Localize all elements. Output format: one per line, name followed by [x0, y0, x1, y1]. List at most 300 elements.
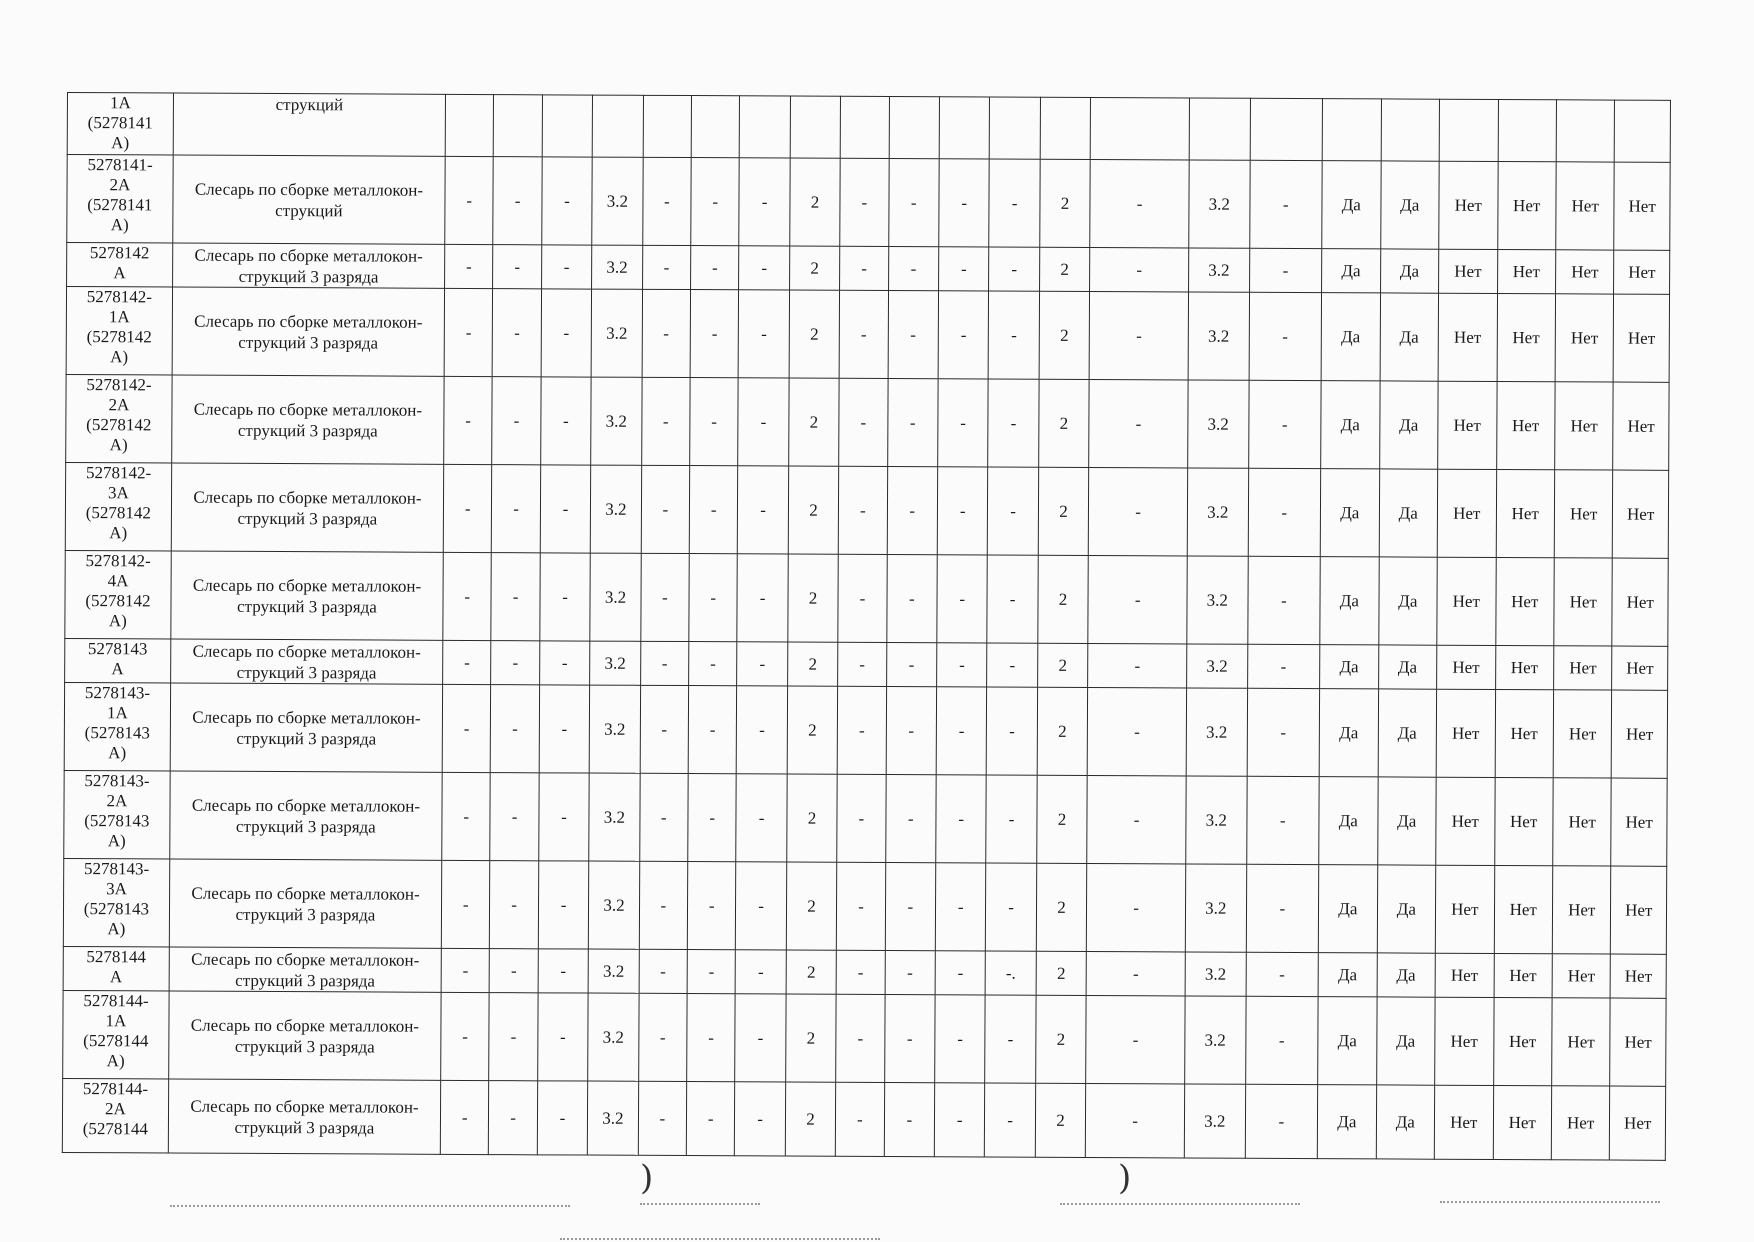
employee-code-cell [64, 682, 170, 771]
value-cell: - [838, 554, 887, 642]
code-line: (5278141 [87, 195, 153, 215]
value-cell: 2 [1036, 863, 1087, 951]
value-cell: Да [1378, 689, 1437, 777]
code-line: А) [108, 611, 127, 631]
position-name-cell: Слесарь по сборке металлокон-струкций 3 разряда [172, 287, 445, 376]
value-cell: - [885, 775, 936, 863]
position-name-cell: Слесарь по сборке металлокон-струкций 3 разряда [171, 551, 444, 640]
value-cell: - [441, 948, 490, 992]
value-cell: - [1249, 248, 1322, 292]
value-cell: - [987, 687, 1038, 775]
value-cell: - [443, 640, 492, 684]
value-cell: Нет [1438, 293, 1497, 381]
value-cell: - [642, 157, 691, 245]
value-cell: - [884, 995, 935, 1083]
value-cell: - [1247, 644, 1320, 688]
value-cell: - [443, 552, 492, 640]
value-cell: Да [1376, 1085, 1435, 1159]
value-cell: - [985, 1083, 1036, 1157]
value-cell: 2 [1036, 995, 1087, 1083]
value-cell: - [442, 684, 491, 772]
value-cell: - [492, 465, 541, 553]
value-cell: 3.2 [1185, 996, 1246, 1084]
value-cell: - [738, 378, 789, 466]
value-cell: - [539, 773, 590, 861]
value-cell: - [989, 247, 1040, 291]
value-cell: - [737, 642, 788, 686]
value-cell: - [886, 643, 937, 687]
code-line: А) [107, 831, 126, 851]
value-cell: - [638, 993, 687, 1081]
value-cell: 2 [785, 994, 836, 1082]
value-cell: - [1089, 292, 1188, 380]
value-cell: Нет [1613, 470, 1669, 558]
binder-mark-right: ) [1118, 1158, 1132, 1198]
value-cell: Нет [1551, 1086, 1610, 1160]
position-name-cell: Слесарь по сборке металлокон-струкций [173, 155, 446, 244]
value-cell: 3.2 [1186, 688, 1247, 776]
value-cell: - [935, 863, 986, 951]
value-cell: - [736, 950, 787, 994]
value-cell: 2 [1038, 467, 1089, 555]
value-cell: 3.2 [589, 685, 640, 773]
code-line: 5278142- [86, 287, 153, 307]
code-line: (5278143 [84, 811, 150, 831]
value-cell: - [1246, 864, 1319, 952]
value-cell: 3.2 [1184, 1084, 1245, 1158]
code-line: 5278144- [83, 991, 149, 1011]
value-cell: - [687, 950, 736, 994]
value-cell: Нет [1437, 469, 1496, 557]
value-cell: Нет [1495, 689, 1554, 777]
value-cell: Нет [1614, 162, 1670, 250]
value-cell: 3.2 [590, 465, 641, 553]
value-cell: 3.2 [1187, 644, 1248, 688]
code-line: 5278143- [84, 683, 151, 703]
value-cell: - [1248, 380, 1321, 468]
scan-noise-line [640, 1203, 760, 1207]
value-cell: 3.2 [1188, 380, 1249, 468]
value-cell: - [691, 158, 740, 246]
code-line: 1А [109, 93, 131, 113]
table-row [67, 243, 1670, 295]
value-cell: - [441, 992, 490, 1080]
value-cell: - [836, 950, 885, 994]
table-body [62, 93, 1670, 1161]
value-cell: - [986, 775, 1037, 863]
value-cell: - [541, 377, 592, 465]
code-line: 5278142- [85, 463, 152, 483]
value-cell: - [987, 643, 1038, 687]
value-cell: - [639, 949, 688, 993]
value-cell: - [987, 555, 1038, 643]
table-row [64, 682, 1667, 778]
value-cell: - [686, 1082, 735, 1156]
table-row [67, 155, 1670, 251]
value-cell: 3.2 [589, 773, 640, 861]
value-cell: 2 [787, 686, 838, 774]
value-cell: - [493, 157, 542, 245]
value-cell: - [538, 861, 589, 949]
value-cell: Нет [1555, 382, 1614, 470]
value-cell: 2 [787, 642, 838, 686]
value-cell: - [1090, 248, 1189, 292]
code-line: 3А [108, 483, 129, 503]
value-cell: Да [1318, 997, 1377, 1085]
value-cell: 2 [1035, 1083, 1086, 1157]
value-cell: - [839, 290, 888, 378]
value-cell: - [888, 247, 939, 291]
value-cell: Нет [1495, 645, 1554, 689]
value-cell [1556, 100, 1615, 162]
value-cell: Да [1322, 249, 1381, 293]
value-cell: - [886, 555, 937, 643]
value-cell: Нет [1497, 293, 1556, 381]
table-row [64, 770, 1667, 866]
value-cell: 2 [787, 774, 838, 862]
value-cell: 2 [1039, 379, 1090, 467]
value-cell: 3.2 [1189, 160, 1250, 248]
value-cell: - [985, 995, 1036, 1083]
code-line: А) [109, 523, 128, 543]
code-line: 5278144 [86, 947, 146, 967]
value-cell [740, 96, 791, 158]
table-row [66, 374, 1669, 470]
value-cell: - [938, 291, 989, 379]
value-cell: - [736, 774, 787, 862]
value-cell: - [688, 774, 737, 862]
employee-code-cell [67, 93, 173, 156]
value-cell: - [836, 1082, 885, 1156]
scan-noise-line [170, 1205, 570, 1209]
value-cell: - [538, 949, 589, 993]
value-cell: Да [1321, 381, 1380, 469]
value-cell: Нет [1553, 690, 1612, 778]
value-cell: Нет [1439, 161, 1498, 249]
value-cell: Нет [1554, 470, 1613, 558]
value-cell: - [1088, 555, 1187, 643]
value-cell [1189, 98, 1250, 160]
value-cell: Да [1322, 161, 1381, 249]
value-cell: - [444, 288, 493, 376]
value-cell: Нет [1496, 381, 1555, 469]
value-cell: Да [1319, 689, 1378, 777]
code-line: 3А [106, 879, 127, 899]
value-cell: - [442, 772, 491, 860]
value-cell: - [737, 686, 788, 774]
value-cell: Нет [1435, 865, 1494, 953]
value-cell: Нет [1434, 1085, 1493, 1159]
value-cell: 2 [788, 554, 839, 642]
value-cell: - [689, 642, 738, 686]
value-cell: - [1249, 292, 1322, 380]
value-cell: - [440, 1080, 489, 1154]
value-cell: - [1089, 379, 1188, 467]
value-cell: Да [1378, 557, 1437, 645]
value-cell: - [541, 289, 592, 377]
value-cell: - [1087, 687, 1186, 775]
value-cell: - [492, 377, 541, 465]
value-cell: - [690, 378, 739, 466]
value-cell: Нет [1611, 866, 1667, 954]
value-cell: - [1245, 996, 1318, 1084]
value-cell: - [938, 379, 989, 467]
code-line: (5278142 [85, 591, 151, 611]
code-line: (5278142 [85, 503, 151, 523]
value-cell: - [1088, 467, 1187, 555]
value-cell [1250, 98, 1323, 160]
code-line: (5278144 [83, 1031, 149, 1051]
value-cell: - [1086, 951, 1185, 995]
value-cell: - [541, 245, 592, 289]
code-line: А) [110, 347, 129, 367]
value-cell: Нет [1611, 954, 1667, 998]
position-name-cell: Слесарь по сборке металлокон-струкций 3 разряда [172, 243, 444, 288]
value-cell: - [936, 687, 987, 775]
value-cell: Да [1377, 777, 1436, 865]
value-cell: - [887, 379, 938, 467]
code-line: А) [106, 1051, 125, 1071]
value-cell: Да [1317, 1085, 1376, 1159]
value-cell: 2 [1037, 643, 1088, 687]
code-line: 2А [105, 1099, 126, 1119]
value-cell: Нет [1493, 1085, 1552, 1159]
employee-code-cell [65, 462, 171, 551]
value-cell: - [641, 377, 690, 465]
table-row [63, 990, 1666, 1086]
code-line: 4А [107, 571, 129, 591]
value-cell: Нет [1552, 954, 1611, 998]
value-cell [990, 97, 1041, 159]
value-cell: Нет [1497, 249, 1556, 293]
value-cell: - [884, 1083, 935, 1157]
value-cell [494, 95, 543, 157]
value-cell [1498, 99, 1557, 161]
table-row [62, 1078, 1665, 1160]
employee-code-cell [65, 638, 171, 683]
employee-code-cell [66, 374, 172, 463]
value-cell: Да [1319, 777, 1378, 865]
value-cell: Да [1377, 953, 1436, 997]
value-cell: Нет [1495, 557, 1554, 645]
value-cell: - [934, 1083, 985, 1157]
value-cell: - [836, 994, 885, 1082]
value-cell: Нет [1613, 382, 1669, 470]
code-line: А [113, 263, 126, 283]
employee-code-cell [62, 1078, 168, 1153]
value-cell: Да [1377, 865, 1436, 953]
value-cell: 3.2 [591, 289, 642, 377]
value-cell: - [1090, 160, 1189, 248]
value-cell: - [737, 554, 788, 642]
scan-noise-line [560, 1238, 880, 1242]
code-line: 5278142 [89, 243, 150, 263]
value-cell: 3.2 [1185, 952, 1246, 996]
value-cell: - [986, 863, 1037, 951]
value-cell: - [640, 685, 689, 773]
value-cell: - [988, 467, 1039, 555]
value-cell: Нет [1555, 294, 1614, 382]
code-line: 2А [109, 175, 131, 195]
value-cell: - [642, 289, 691, 377]
value-cell: - [935, 951, 986, 995]
value-cell: - [1245, 1084, 1318, 1158]
value-cell: - [689, 466, 738, 554]
value-cell: 2 [789, 378, 840, 466]
value-cell: - [538, 993, 589, 1081]
value-cell: Да [1321, 293, 1380, 381]
table-row [63, 946, 1666, 998]
value-cell [889, 97, 940, 159]
value-cell: - [736, 862, 787, 950]
value-cell: - [441, 860, 490, 948]
code-line: (5278143 [84, 723, 150, 743]
binder-mark-left: ) [640, 1158, 654, 1198]
value-cell [790, 96, 841, 158]
value-cell: - [537, 1081, 588, 1155]
value-cell: - [937, 555, 988, 643]
position-name-cell: Слесарь по сборке металлокон-струкций 3 разряда [169, 947, 441, 992]
value-cell: - [690, 290, 739, 378]
position-name-cell: Слесарь по сборке металлокон-струкций 3 разряда [170, 639, 442, 684]
employee-code-cell [67, 243, 173, 288]
value-cell: Нет [1610, 998, 1666, 1086]
value-cell: - [642, 245, 691, 289]
value-cell: - [988, 379, 1039, 467]
value-cell: 3.2 [588, 949, 639, 993]
value-cell [1615, 100, 1671, 162]
value-cell [1381, 99, 1440, 161]
value-cell: 3.2 [1187, 468, 1248, 556]
value-cell: Нет [1438, 381, 1497, 469]
value-cell: - [1249, 160, 1322, 248]
value-cell: 3.2 [588, 993, 639, 1081]
value-cell: Нет [1436, 777, 1495, 865]
value-cell [1439, 99, 1498, 161]
value-cell: - [939, 159, 990, 247]
value-cell: - [638, 1081, 687, 1155]
value-cell: - [839, 378, 888, 466]
value-cell: 2 [1037, 775, 1088, 863]
value-cell: - [489, 993, 538, 1081]
value-cell: Нет [1435, 953, 1494, 997]
value-cell: 2 [1036, 951, 1087, 995]
value-cell: - [1087, 775, 1186, 863]
value-cell: - [641, 465, 690, 553]
table-row [67, 93, 1670, 163]
code-line: 5278144- [82, 1079, 149, 1099]
value-cell: - [1248, 468, 1321, 556]
value-cell: Да [1379, 469, 1438, 557]
value-cell: 3.2 [588, 1081, 639, 1155]
code-line: А [111, 659, 124, 679]
value-cell: Да [1380, 293, 1439, 381]
value-cell: - [1246, 776, 1319, 864]
value-cell: 2 [788, 466, 839, 554]
code-line: 5278141- [87, 155, 153, 175]
value-cell: - [1086, 995, 1185, 1083]
value-cell: - [490, 773, 539, 861]
value-cell: - [837, 686, 886, 774]
value-cell: 2 [785, 1082, 836, 1156]
data-table [62, 92, 1671, 1161]
value-cell: - [989, 291, 1040, 379]
value-cell: Да [1380, 249, 1439, 293]
value-cell: Нет [1554, 646, 1613, 690]
code-line: 5278142- [85, 551, 151, 571]
value-cell: - [739, 290, 790, 378]
value-cell: - [937, 643, 988, 687]
value-cell: Нет [1556, 250, 1615, 294]
value-cell: - [445, 244, 494, 288]
table-row [66, 287, 1669, 383]
value-cell: 3.2 [592, 157, 643, 245]
value-cell: Нет [1437, 557, 1496, 645]
value-cell: - [1088, 643, 1187, 687]
code-line: 1А [108, 307, 130, 327]
value-cell: - [491, 685, 540, 773]
value-cell: Нет [1612, 646, 1668, 690]
value-cell: Нет [1556, 162, 1615, 250]
value-cell: 2 [786, 950, 837, 994]
value-cell: 2 [1038, 555, 1089, 643]
value-cell: - [888, 291, 939, 379]
document-table-container [62, 92, 1671, 1161]
value-cell: - [936, 775, 987, 863]
table-row [63, 858, 1666, 954]
value-cell: 2 [789, 290, 840, 378]
value-cell: - [738, 466, 789, 554]
value-cell: Нет [1497, 161, 1556, 249]
value-cell: - [490, 861, 539, 949]
table-row [65, 462, 1668, 558]
value-cell: - [490, 949, 539, 993]
position-name-cell: струкций [173, 93, 446, 156]
code-line: 1А [105, 1011, 127, 1031]
value-cell: Нет [1494, 953, 1553, 997]
code-line: (5278142 [86, 327, 152, 347]
value-cell: 2 [790, 158, 841, 246]
value-cell: - [640, 641, 689, 685]
code-line: (5278141 [87, 113, 153, 133]
value-cell: - [639, 861, 688, 949]
code-line: 2А [108, 395, 130, 415]
value-cell: - [989, 159, 1040, 247]
value-cell: 2 [786, 862, 837, 950]
employee-code-cell [66, 287, 172, 376]
value-cell [542, 95, 593, 157]
scan-noise-line [1060, 1203, 1300, 1207]
code-line: 1А [106, 703, 128, 723]
value-cell: -. [986, 951, 1037, 995]
value-cell: - [489, 1081, 538, 1155]
value-cell: Нет [1496, 469, 1555, 557]
value-cell: Нет [1554, 558, 1613, 646]
value-cell [691, 96, 740, 158]
value-cell: 3.2 [591, 377, 642, 465]
value-cell [643, 95, 692, 157]
value-cell: - [739, 158, 790, 246]
value-cell: Да [1378, 645, 1437, 689]
value-cell: 3.2 [590, 641, 641, 685]
value-cell: - [688, 686, 737, 774]
value-cell: - [939, 247, 990, 291]
value-cell: Нет [1612, 558, 1668, 646]
position-name-cell: Слесарь по сборке металлокон-струкций 3 разряда [168, 1079, 441, 1154]
position-name-cell: Слесарь по сборке металлокон-струкций 3 разряда [170, 771, 443, 860]
code-line: 5278142- [86, 375, 152, 395]
value-cell: Нет [1493, 997, 1552, 1085]
